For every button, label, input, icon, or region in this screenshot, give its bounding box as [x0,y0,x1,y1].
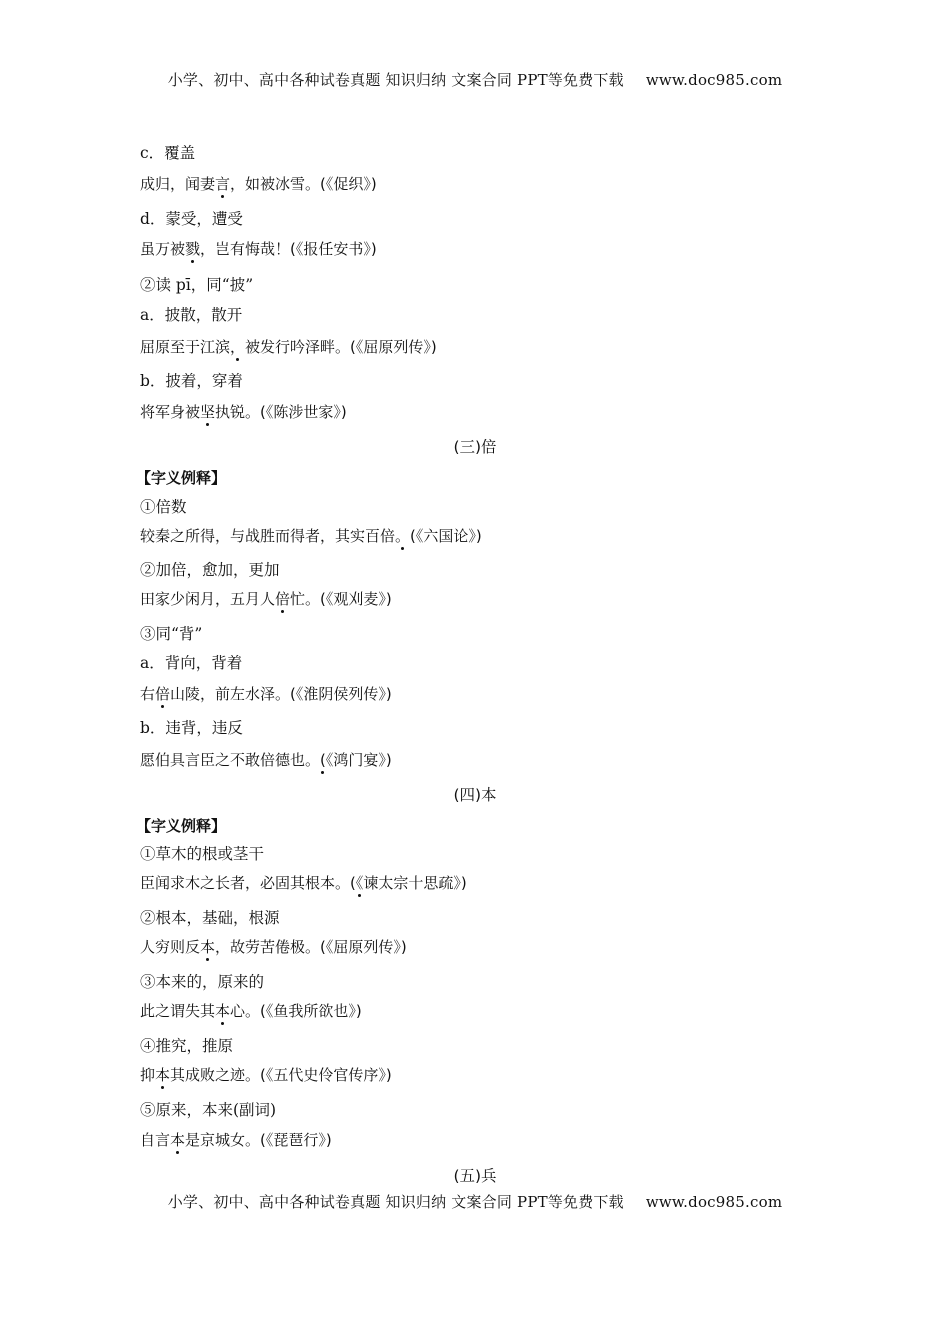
example-sentence: 自言本是京城女。(《琵琶行》) [140,1131,332,1149]
section-heading: (三)倍 [453,438,497,456]
example-sentence: 屈原至于江滨，被发行吟泽畔。(《屈原列传》) [140,338,437,356]
definition-line: b．披着，穿着 [140,372,243,390]
emphasis-dot [206,423,209,426]
example-sentence: 臣闻求木之长者，必固其根本。(《谏太宗十思疏》) [140,874,467,892]
example-sentence: 较秦之所得，与战胜而得者，其实百倍。(《六国论》) [140,527,482,545]
emphasis-dot [321,771,324,774]
example-sentence: 将军身被坚执锐。(《陈涉世家》) [140,403,347,421]
section-heading: (四)本 [453,786,497,804]
definition-line: ③本来的，原来的 [140,973,265,991]
example-sentence: 人穷则反本，故劳苦倦极。(《屈原列传》) [140,938,407,956]
definition-line: ③同“背” [140,625,203,643]
emphasis-dot [281,610,284,613]
example-sentence: 虽万被戮，岂有悔哉！(《报任安书》) [140,240,377,258]
emphasis-dot [161,705,164,708]
emphasis-dot [176,1151,179,1154]
example-sentence: 成归，闻妻言，如被冰雪。(《促织》) [140,175,377,193]
emphasis-dot [161,1086,164,1089]
emphasis-dot [236,358,239,361]
emphasis-dot [206,958,209,961]
example-sentence: 抑本其成败之迹。(《五代史伶官传序》) [140,1066,392,1084]
definition-line: c．覆盖 [140,144,196,162]
example-sentence: 此之谓失其本心。(《鱼我所欲也》) [140,1002,362,1020]
definition-line: ④推究，推原 [140,1037,234,1055]
definition-line: ②根本，基础，根源 [140,909,280,927]
definition-line: ⑤原来，本来(副词) [140,1101,277,1119]
emphasis-dot [221,1022,224,1025]
definition-line: ①倍数 [140,498,187,516]
footer-text: 小学、初中、高中各种试卷真题 知识归纳 文案合同 PPT等免费下载 [167,1193,624,1211]
definition-line: a．背向，背着 [140,654,243,672]
definition-line: d．蒙受，遭受 [140,210,243,228]
emphasis-dot [221,195,224,198]
emphasis-dot [358,894,361,897]
definition-line: ①草木的根或茎干 [140,845,265,863]
section-heading: (五)兵 [453,1167,497,1185]
section-label: 【字义例释】 [136,469,227,487]
definition-line: ②读 pī，同“披” [140,276,254,294]
emphasis-dot [401,547,404,550]
example-sentence: 愿伯具言臣之不敢倍德也。(《鸿门宴》) [140,751,392,769]
emphasis-dot [191,260,194,263]
section-label: 【字义例释】 [136,817,227,835]
page-header [0,69,950,90]
page-footer [0,1191,950,1212]
definition-line: a．披散，散开 [140,306,243,324]
footer-site: www.doc985.com [645,1193,783,1211]
header-text: 小学、初中、高中各种试卷真题 知识归纳 文案合同 PPT等免费下载 [167,71,624,89]
definition-line: ②加倍，愈加，更加 [140,561,280,579]
definition-line: b．违背，违反 [140,719,243,737]
header-site: www.doc985.com [645,71,783,89]
example-sentence: 右倍山陵，前左水泽。(《淮阴侯列传》) [140,685,392,703]
example-sentence: 田家少闲月，五月人倍忙。(《观刈麦》) [140,590,392,608]
